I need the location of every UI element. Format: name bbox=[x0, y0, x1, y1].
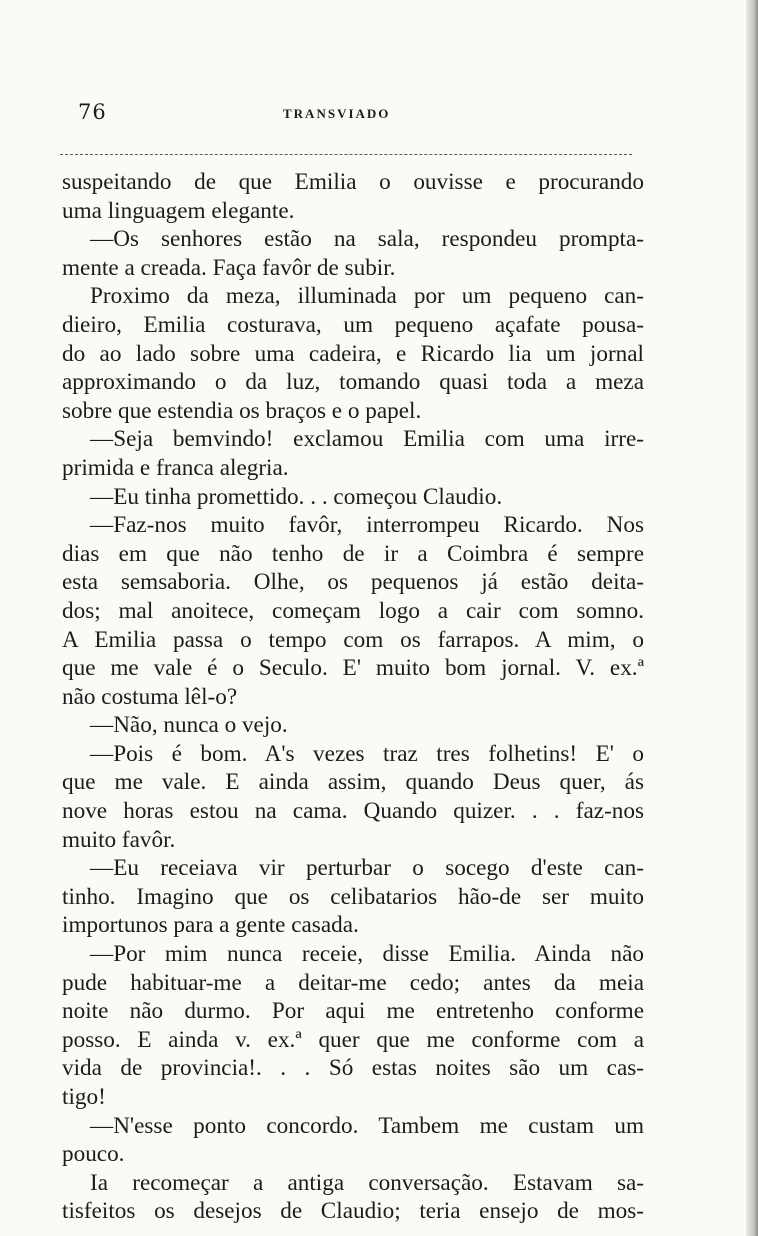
text-line: mente a creada. Faça favôr de subir. bbox=[62, 254, 396, 281]
text-line: tigo! bbox=[62, 1084, 106, 1110]
text-line: —Eu tinha promettido. . . começou Claudio. bbox=[90, 483, 503, 510]
page-number: 76 bbox=[78, 100, 107, 124]
text-line: —Faz-nos muito favôr, interrompeu Ricardo. Nos bbox=[90, 512, 644, 539]
text-line: —Os senhores estão na sala, respondeu prompta- bbox=[90, 226, 644, 253]
text-line: pude habituar-me a deitar-me cedo; antes da meia bbox=[62, 969, 644, 996]
text-line: do ao lado sobre uma cadeira, e Ricardo lia um jornal bbox=[62, 340, 644, 367]
text-line: Proximo da meza, illuminada por um pequeno can- bbox=[90, 283, 644, 310]
text-line: pouco. bbox=[62, 1141, 125, 1168]
text-line: approximando o da luz, tomando quasi toda a meza bbox=[62, 369, 644, 396]
page-edge bbox=[746, 0, 758, 1236]
running-title: TRANSVIADO bbox=[283, 106, 391, 121]
text-line: vida de provincia!. . . Só estas noites são um cas- bbox=[62, 1055, 644, 1082]
text-line: noite não durmo. Por aqui me entretenho conforme bbox=[62, 998, 644, 1025]
text-line: primida e franca alegria. bbox=[62, 454, 289, 481]
text-line: posso. E ainda v. ex.ª quer que me conforme com a bbox=[62, 1026, 644, 1053]
text-line: que me vale é o Seculo. E' muito bom jornal. V. ex.ª bbox=[62, 655, 644, 682]
text-line: dieiro, Emilia costurava, um pequeno açafate pousa- bbox=[62, 311, 644, 338]
text-line: nove horas estou na cama. Quando quizer. . . faz-nos bbox=[62, 798, 644, 825]
text-line: —Por mim nunca receie, disse Emilia. Ainda não bbox=[90, 941, 644, 968]
text-line: que me vale. E ainda assim, quando Deus quer, ás bbox=[62, 769, 644, 796]
text-line: tisfeitos os desejos de Claudio; teria ensejo de mos- bbox=[62, 1198, 644, 1225]
text-line: tinho. Imagino que os celibatarios hão-de ser muito bbox=[62, 883, 644, 910]
text-line: —Pois é bom. A's vezes traz tres folhetins! E' o bbox=[90, 740, 644, 767]
text-line: esta semsaboria. Olhe, os pequenos já estão deita- bbox=[62, 569, 644, 596]
text-line: dos; mal anoitece, começam logo a cair com somno. bbox=[62, 597, 644, 624]
header-rule bbox=[60, 154, 632, 155]
body-text bbox=[62, 168, 644, 1226]
text-line: dias em que não tenho de ir a Coimbra é sempre bbox=[62, 540, 644, 567]
text-line: A Emilia passa o tempo com os farrapos. A mim, o bbox=[62, 626, 644, 653]
text-line: não costuma lêl-o? bbox=[62, 683, 238, 710]
text-line: importunos para a gente casada. bbox=[62, 912, 359, 939]
text-line: uma linguagem elegante. bbox=[62, 197, 295, 224]
page-header bbox=[78, 100, 638, 130]
text-line: sobre que estendia os braços e o papel. bbox=[62, 397, 422, 424]
text-line: suspeitando de que Emilia o ouvisse e procurando bbox=[62, 169, 644, 195]
text-line: —Seja bemvindo! exclamou Emilia com uma irre- bbox=[90, 426, 644, 453]
text-line: —N'esse ponto concordo. Tambem me custam um bbox=[90, 1112, 644, 1139]
text-line: —Não, nunca o vejo. bbox=[90, 712, 288, 739]
text-line: —Eu receiava vir perturbar o socego d'este can- bbox=[90, 855, 644, 882]
text-line: muito favôr. bbox=[62, 826, 176, 853]
text-line: Ia recomeçar a antiga conversação. Estavam sa- bbox=[90, 1169, 644, 1196]
